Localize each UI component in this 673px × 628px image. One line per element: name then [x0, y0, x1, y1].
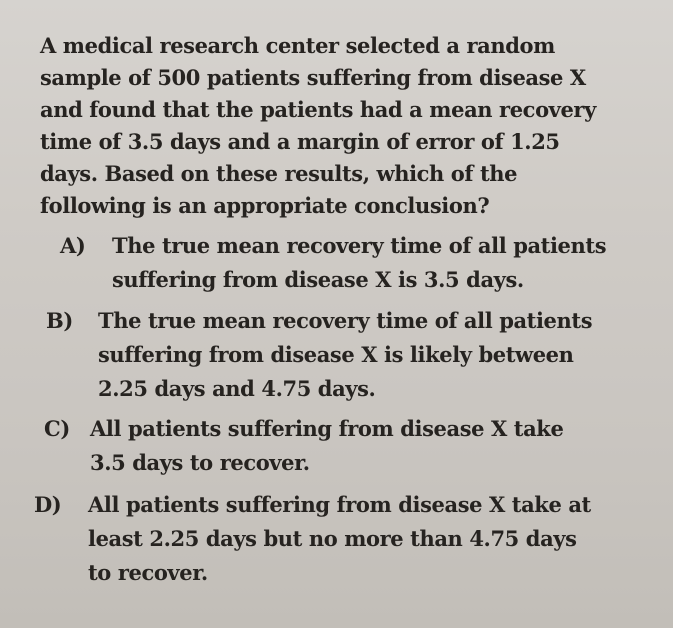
question-line: A medical research center selected a random [40, 33, 555, 58]
choice-line: The true mean recovery time of all patients [98, 308, 593, 333]
answer-choice-c[interactable] [44, 412, 664, 482]
choice-text [112, 229, 673, 297]
answer-choice-d[interactable] [34, 488, 670, 588]
choice-letter: B) [46, 308, 73, 333]
question-line: days. Based on these results, which of the [40, 161, 518, 186]
choice-line: All patients suffering from disease X take [90, 416, 564, 441]
choice-line: least 2.25 days but no more than 4.75 days [88, 526, 577, 551]
question-line: and found that the patients had a mean recovery [40, 97, 596, 122]
question-line: sample of 500 patients suffering from disease X [40, 65, 586, 90]
choice-text [98, 304, 673, 406]
choice-line: The true mean recovery time of all patients [112, 233, 607, 258]
choice-text [90, 412, 670, 480]
choice-line: to recover. [88, 560, 208, 585]
choice-text [88, 488, 668, 590]
question-text [40, 30, 660, 222]
choice-letter: C) [44, 416, 70, 441]
choice-line: 3.5 days to recover. [90, 450, 310, 475]
answer-choice-a[interactable] [60, 229, 670, 299]
choice-letter: D) [34, 492, 62, 517]
choice-line: suffering from disease X is 3.5 days. [112, 267, 524, 292]
choice-line: suffering from disease X is likely between [98, 342, 574, 367]
answer-choice-b[interactable] [46, 304, 666, 404]
question-line: following is an appropriate conclusion? [40, 193, 490, 218]
choice-line: All patients suffering from disease X take at [88, 492, 591, 517]
question-line: time of 3.5 days and a margin of error of 1.25 [40, 129, 560, 154]
choice-line: 2.25 days and 4.75 days. [98, 376, 376, 401]
choice-letter: A) [60, 233, 86, 258]
